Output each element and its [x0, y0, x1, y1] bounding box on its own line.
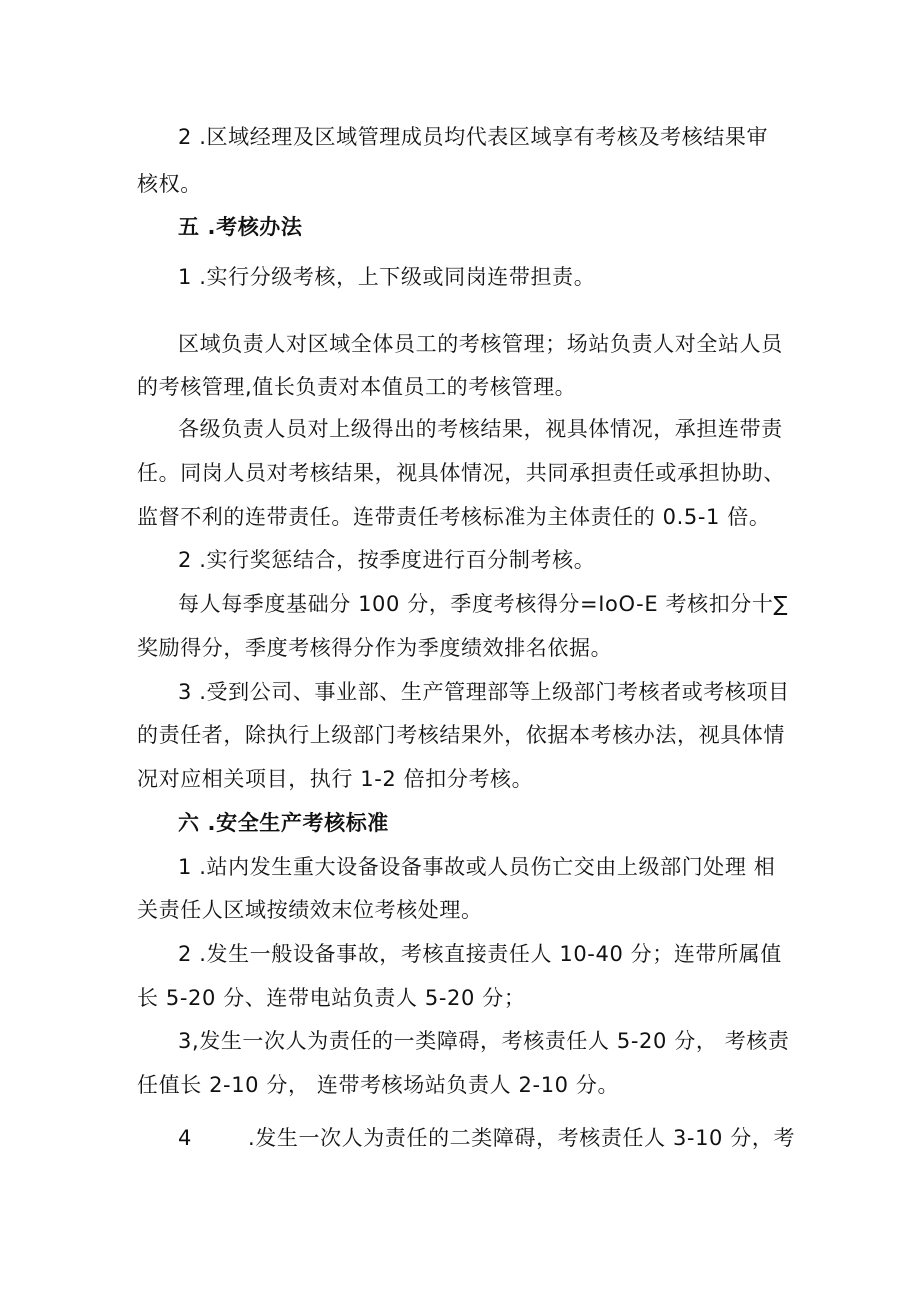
text-line: 况对应相关项目，执行 1-2 倍扣分考核。 [137, 767, 534, 791]
list-number: 4 [178, 1126, 192, 1150]
text-line: 任值长 2-10 分， 连带考核场站负责人 2-10 分。 [137, 1073, 620, 1097]
text-line: 2 .实行奖惩结合，按季度进行百分制考核。 [178, 548, 596, 572]
text-line: 核权。 [137, 172, 202, 196]
text-line: 每人每季度基础分 100 分，季度考核得分=IoO-E 考核扣分十∑ [178, 592, 789, 616]
text-line: 3 .受到公司、事业部、生产管理部等上级部门考核者或考核项目 [178, 680, 790, 704]
text-line: 监督不利的连带责任。连带责任考核标准为主体责任的 0.5-1 倍。 [137, 505, 771, 529]
text-line: .发生一次人为责任的二类障碍，考核责任人 3-10 分，考 [248, 1126, 796, 1150]
text-line: 的考核管理,值长负责对本值员工的考核管理。 [137, 375, 577, 399]
text-line: 奖励得分，季度考核得分作为季度绩效排名依据。 [137, 636, 613, 660]
text-line: 2 .发生一般设备事故，考核直接责任人 10-40 分；连带所属值 [178, 942, 782, 966]
text-line: 关责任人区域按绩效末位考核处理。 [137, 898, 483, 922]
section-heading-5: 五 .考核办法 [178, 215, 303, 239]
text-line: 的责任者，除执行上级部门考核结果外，依据本考核办法，视具体情 [137, 723, 785, 747]
section-heading-6: 六 .安全生产考核标准 [178, 811, 389, 835]
text-line: 1 .实行分级考核，上下级或同岗连带担责。 [178, 265, 596, 289]
text-line: 2 .区域经理及区域管理成员均代表区域享有考核及考核结果审 [178, 125, 769, 149]
text-line: 3,发生一次人为责任的一类障碍，考核责任人 5-20 分， 考核责 [178, 1029, 790, 1053]
text-line: 各级负责人员对上级得出的考核结果，视具体情况，承担连带责 [178, 417, 783, 441]
text-line: 任。同岗人员对考核结果，视具体情况，共同承担责任或承担协助、 [137, 461, 785, 485]
text-line: 区域负责人对区域全体员工的考核管理；场站负责人对全站人员 [178, 332, 783, 356]
text-line: 1 .站内发生重大设备设备事故或人员伤亡交由上级部门处理 相 [178, 855, 776, 879]
text-line: 长 5-20 分、连带电站负责人 5-20 分； [137, 986, 526, 1010]
